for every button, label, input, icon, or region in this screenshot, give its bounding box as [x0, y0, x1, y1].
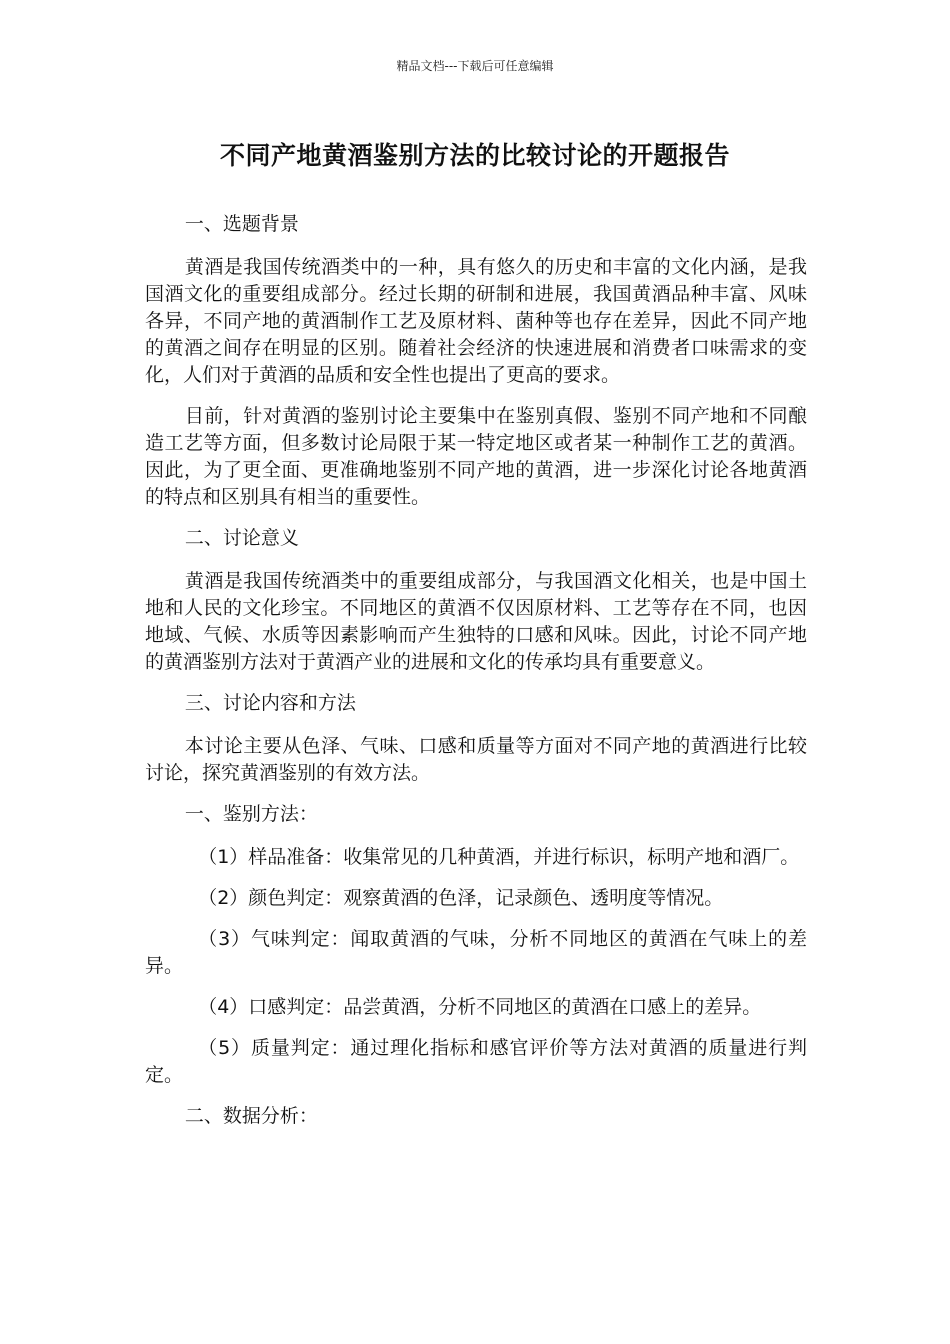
section-heading-significance: 二、讨论意义	[184, 527, 299, 549]
subsection-heading-identification-methods: 一、鉴别方法：	[184, 803, 318, 825]
list-item-taste-judgment: （4）口感判定：品尝黄酒，分析不同地区的黄酒在口感上的差异。	[198, 996, 762, 1018]
paragraph-background-2: 目前，针对黄酒的鉴别讨论主要集中在鉴别真假、鉴别不同产地和不同酿造工艺等方面，但多数讨论局限于某一特定地区或者某一种制作工艺的黄酒。因此，为了更全面、更准确地鉴别不同产地的黄酒，进一步深化讨论各地黄酒的特点和区别具有相当的重要性。	[145, 405, 807, 508]
section-heading-topic-background: 一、选题背景	[184, 213, 299, 235]
list-item-odor-judgment: （3）气味判定：闻取黄酒的气味，分析不同地区的黄酒在气味上的差异。	[145, 928, 807, 977]
paragraph-content-methods: 本讨论主要从色泽、气味、口感和质量等方面对不同产地的黄酒进行比较讨论，探究黄酒鉴别的有效方法。	[145, 735, 807, 784]
list-item-sample-preparation: （1）样品准备：收集常见的几种黄酒，并进行标识，标明产地和酒厂。	[198, 846, 800, 868]
section-heading-content-methods: 三、讨论内容和方法	[184, 692, 356, 714]
document-title: 不同产地黄酒鉴别方法的比较讨论的开题报告	[219, 141, 730, 170]
paragraph-significance: 黄酒是我国传统酒类中的重要组成部分，与我国酒文化相关，也是中国土地和人民的文化珍宝。不同地区的黄酒不仅因原材料、工艺等存在不同，也因地域、气候、水质等因素影响而产生独特的口感和风味。因此，讨论不同产地的黄酒鉴别方法对于黄酒产业的进展和文化的传承均具有重要意义。	[145, 570, 807, 673]
document-body	[145, 211, 807, 1146]
list-item-color-judgment: （2）颜色判定：观察黄酒的色泽，记录颜色、透明度等情况。	[198, 887, 724, 909]
list-item-quality-judgment: （5）质量判定：通过理化指标和感官评价等方法对黄酒的质量进行判定。	[145, 1037, 807, 1086]
paragraph-background-1: 黄酒是我国传统酒类中的一种，具有悠久的历史和丰富的文化内涵，是我国酒文化的重要组成部分。经过长期的研制和进展，我国黄酒品种丰富、风味各异，不同产地的黄酒制作工艺及原材料、菌种等也存在差异，因此不同产地的黄酒之间存在明显的区别。随着社会经济的快速进展和消费者口味需求的变化，人们对于黄酒的品质和安全性也提出了更高的要求。	[145, 256, 807, 386]
page-header-note: 精品文档---下载后可任意编辑	[396, 59, 554, 73]
subsection-heading-data-analysis: 二、数据分析：	[184, 1105, 318, 1127]
